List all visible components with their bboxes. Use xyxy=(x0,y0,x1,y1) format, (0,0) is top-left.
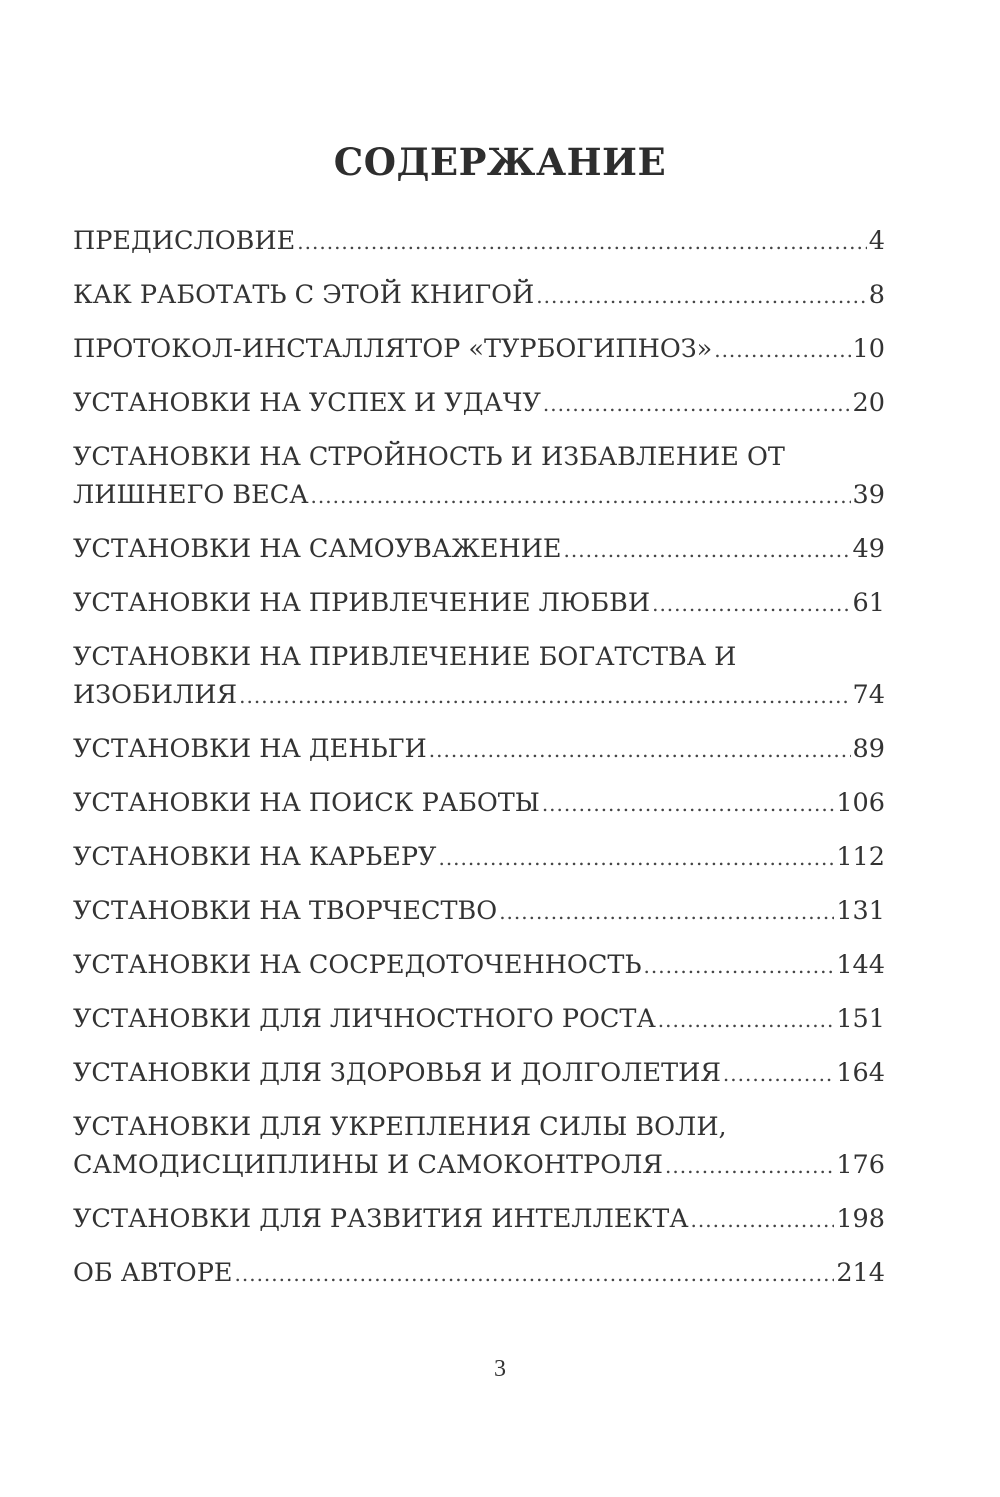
toc-entry-title: УСТАНОВКИ НА ТВОРЧЕСТВО xyxy=(73,896,498,926)
toc-line xyxy=(73,730,885,768)
dot-leader xyxy=(536,277,867,315)
toc-entry-title: УСТАНОВКИ НА ПРИВЛЕЧЕНИЕ ЛЮБВИ xyxy=(73,588,651,618)
toc-line xyxy=(73,946,885,984)
toc-line xyxy=(73,384,885,422)
toc-entry-14 xyxy=(73,1000,885,1038)
toc-entry-title: УСТАНОВКИ НА СОСРЕДОТОЧЕННОСТЬ xyxy=(73,950,642,980)
toc-line xyxy=(73,676,885,714)
toc-entry-5 xyxy=(73,438,885,514)
toc-line xyxy=(73,476,885,514)
dot-leader xyxy=(438,839,834,877)
dot-leader xyxy=(542,785,835,823)
toc-entry-page: 106 xyxy=(836,788,885,818)
toc-entry-16 xyxy=(73,1108,885,1184)
toc-entry-page: 112 xyxy=(836,842,885,872)
toc-entry-page: 214 xyxy=(836,1258,885,1288)
toc-entry-page: 8 xyxy=(868,280,885,310)
toc-entry-page: 144 xyxy=(836,950,885,980)
toc-entry-title: КАК РАБОТАТЬ С ЭТОЙ КНИГОЙ xyxy=(73,280,535,310)
toc-entry-title-first-line: УСТАНОВКИ ДЛЯ УКРЕПЛЕНИЯ СИЛЫ ВОЛИ, xyxy=(73,1112,727,1142)
dot-leader xyxy=(658,1001,835,1039)
toc-entry-page: 10 xyxy=(852,334,885,364)
toc-line xyxy=(73,1200,885,1238)
dot-leader xyxy=(235,1255,835,1293)
dot-leader xyxy=(239,677,850,715)
toc-entry-title: УСТАНОВКИ НА САМОУВАЖЕНИЕ xyxy=(73,534,562,564)
toc-entry-18 xyxy=(73,1254,885,1292)
toc-entry-1 xyxy=(73,222,885,260)
toc-line xyxy=(73,330,885,368)
toc-entry-title: ИЗОБИЛИЯ xyxy=(73,680,238,710)
toc-line xyxy=(73,784,885,822)
toc-entry-title: УСТАНОВКИ ДЛЯ ЗДОРОВЬЯ И ДОЛГОЛЕТИЯ xyxy=(73,1058,721,1088)
toc-entry-12 xyxy=(73,892,885,930)
dot-leader xyxy=(564,531,851,569)
toc-entry-page: 131 xyxy=(836,896,885,926)
toc-entry-9 xyxy=(73,730,885,768)
toc-entry-page: 74 xyxy=(852,680,885,710)
page-number: 3 xyxy=(494,1356,506,1382)
toc-entry-page: 20 xyxy=(852,388,885,418)
toc-line xyxy=(73,1254,885,1292)
toc-entry-title: УСТАНОВКИ НА ДЕНЬГИ xyxy=(73,734,427,764)
toc-entry-title: ПРОТОКОЛ-ИНСТАЛЛЯТОР «ТУРБОГИПНОЗ» xyxy=(73,334,713,364)
toc-entry-title: УСТАНОВКИ ДЛЯ РАЗВИТИЯ ИНТЕЛЛЕКТА xyxy=(73,1204,689,1234)
toc-entry-page: 4 xyxy=(868,226,885,256)
toc-entry-11 xyxy=(73,838,885,876)
toc-entry-title: ОБ АВТОРЕ xyxy=(73,1258,233,1288)
toc-line xyxy=(73,584,885,622)
toc-line xyxy=(73,838,885,876)
toc-entry-page: 176 xyxy=(836,1150,885,1180)
toc-line xyxy=(73,1146,885,1184)
dot-leader xyxy=(297,223,866,261)
toc-entry-3 xyxy=(73,330,885,368)
toc-entry-title: ПРЕДИСЛОВИЕ xyxy=(73,226,296,256)
dot-leader xyxy=(429,731,851,769)
toc-entry-4 xyxy=(73,384,885,422)
dot-leader xyxy=(714,331,850,369)
dot-leader xyxy=(723,1055,834,1093)
toc-entry-page: 39 xyxy=(852,480,885,510)
toc-entry-13 xyxy=(73,946,885,984)
toc-entry-title-first-line: УСТАНОВКИ НА СТРОЙНОСТЬ И ИЗБАВЛЕНИЕ ОТ xyxy=(73,442,785,472)
toc-entry-2 xyxy=(73,276,885,314)
toc-line xyxy=(73,1054,885,1092)
toc-entry-7 xyxy=(73,584,885,622)
toc-entry-17 xyxy=(73,1200,885,1238)
dot-leader xyxy=(644,947,835,985)
toc-entry-10 xyxy=(73,784,885,822)
toc-entry-title: УСТАНОВКИ НА ПОИСК РАБОТЫ xyxy=(73,788,540,818)
dot-leader xyxy=(311,477,851,515)
toc-title: СОДЕРЖАНИЕ xyxy=(333,140,667,184)
toc-line xyxy=(73,892,885,930)
toc-entry-page: 89 xyxy=(852,734,885,764)
toc-line xyxy=(73,222,885,260)
toc-entry-page: 198 xyxy=(836,1204,885,1234)
toc-entry-8 xyxy=(73,638,885,714)
toc-entry-title-first-line: УСТАНОВКИ НА ПРИВЛЕЧЕНИЕ БОГАТСТВА И xyxy=(73,642,737,672)
toc-line xyxy=(73,276,885,314)
toc-entry-page: 49 xyxy=(852,534,885,564)
toc-line xyxy=(73,1000,885,1038)
toc-entry-title: УСТАНОВКИ НА УСПЕХ И УДАЧУ xyxy=(73,388,541,418)
toc-entry-15 xyxy=(73,1054,885,1092)
dot-leader xyxy=(499,893,834,931)
toc-entry-title: УСТАНОВКИ НА КАРЬЕРУ xyxy=(73,842,437,872)
dot-leader xyxy=(652,585,850,623)
toc-line xyxy=(73,530,885,568)
toc-entry-title: САМОДИСЦИПЛИНЫ И САМОКОНТРОЛЯ xyxy=(73,1150,663,1180)
dot-leader xyxy=(543,385,851,423)
toc-entry-6 xyxy=(73,530,885,568)
dot-leader xyxy=(691,1201,835,1239)
toc-entry-page: 164 xyxy=(836,1058,885,1088)
toc-entry-title: УСТАНОВКИ ДЛЯ ЛИЧНОСТНОГО РОСТА xyxy=(73,1004,656,1034)
table-of-contents xyxy=(73,222,885,1308)
dot-leader xyxy=(665,1147,834,1185)
toc-entry-page: 151 xyxy=(836,1004,885,1034)
toc-entry-page: 61 xyxy=(852,588,885,618)
toc-entry-title: ЛИШНЕГО ВЕСА xyxy=(73,480,309,510)
